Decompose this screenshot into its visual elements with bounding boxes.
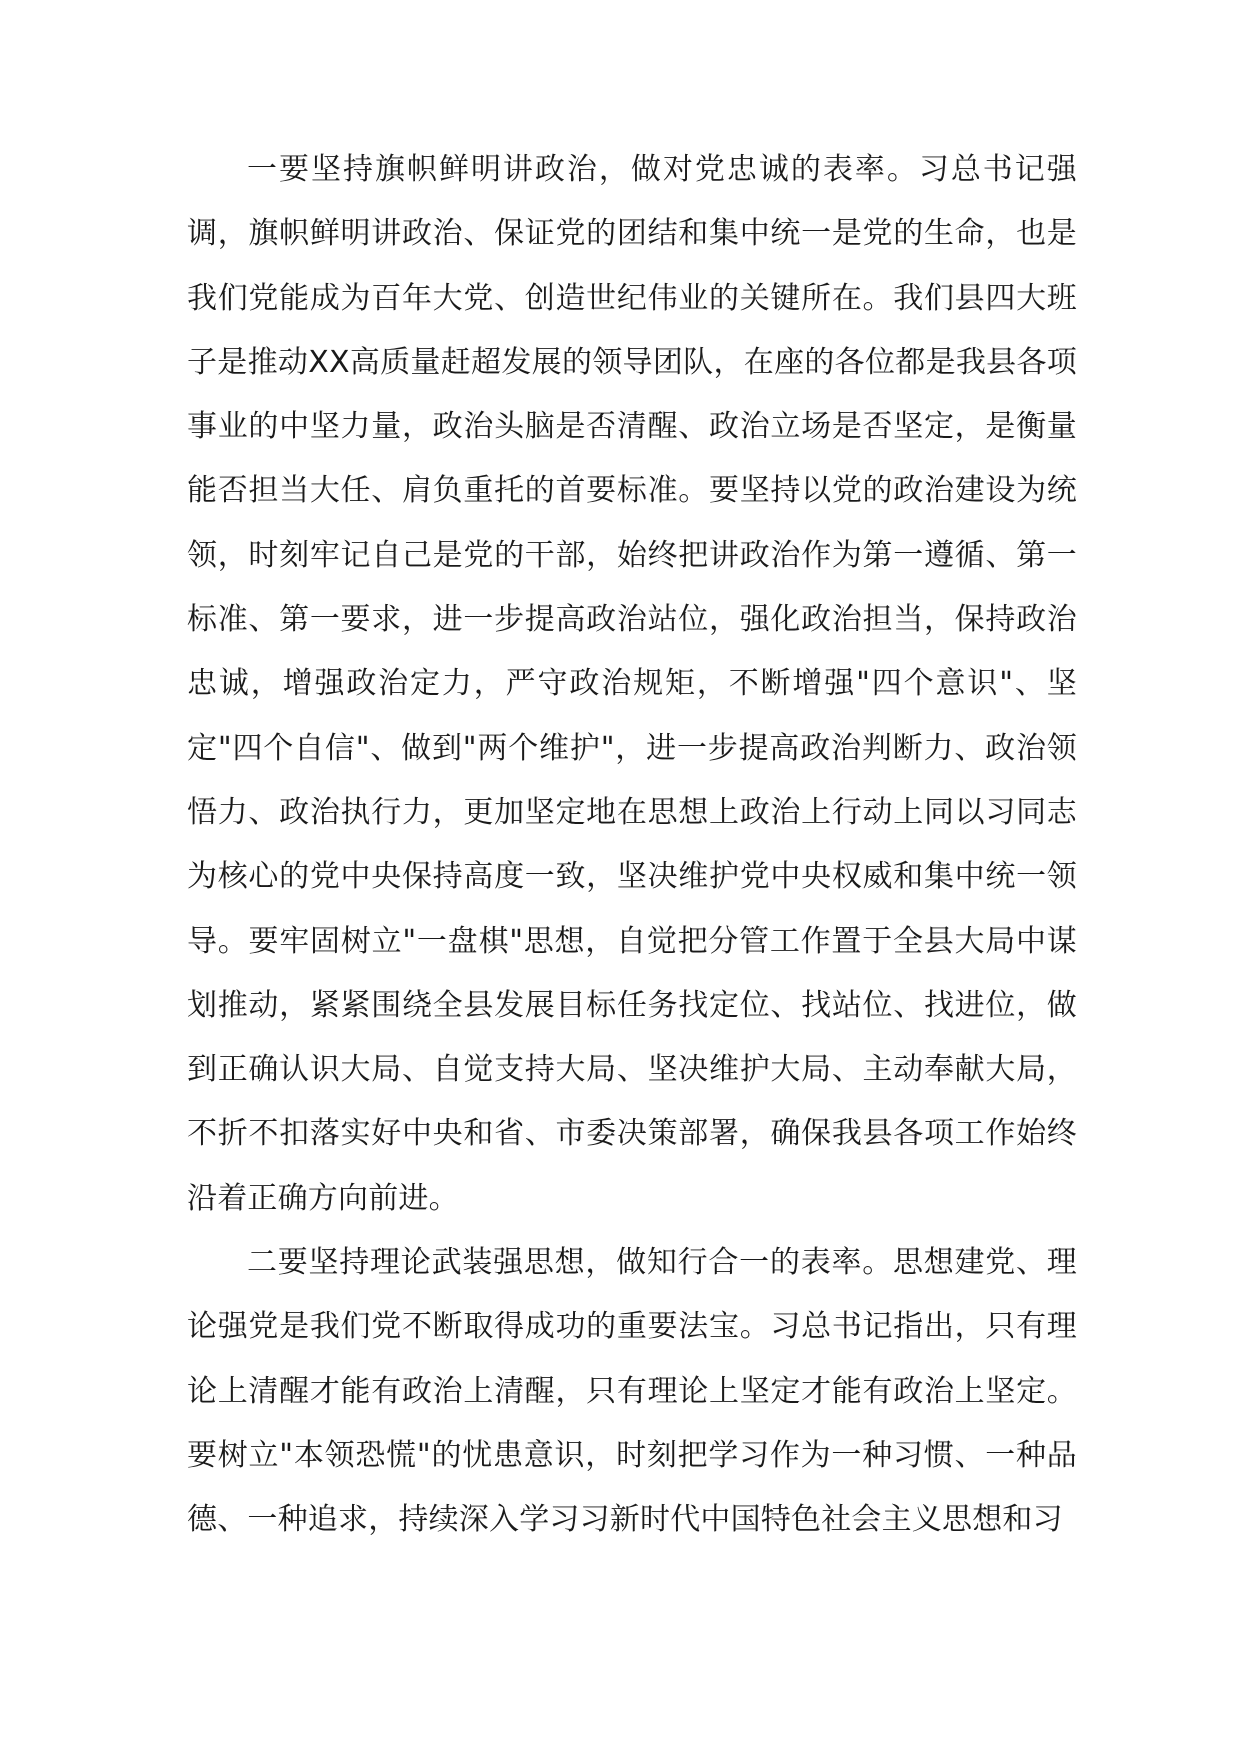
document-body [187,138,1077,1553]
paragraph-1: 一要坚持旗帜鲜明讲政治，做对党忠诚的表率。习总书记强调，旗帜鲜明讲政治、保证党的团结和集中统一是党的生命，也是我们党能成为百年大党、创造世纪伟业的关键所在。我们县四大班子是推动XX高质量赶超发展的领导团队，在座的各位都是我县各项事业的中坚力量，政治头脑是否清醒、政治立场是否坚定，是衡量能否担当大任、肩负重托的首要标准。要坚持以党的政治建设为统领，时刻牢记自己是党的干部，始终把讲政治作为第一遵循、第一标准、第一要求，进一步提高政治站位，强化政治担当，保持政治忠诚，增强政治定力，严守政治规矩，不断增强"四个意识"、坚定"四个自信"、做到"两个维护"，进一步提高政治判断力、政治领悟力、政治执行力，更加坚定地在思想上政治上行动上同以习同志为核心的党中央保持高度一致，坚决维护党中央权威和集中统一领导。要牢固树立"一盘棋"思想，自觉把分管工作置于全县大局中谋划推动，紧紧围绕全县发展目标任务找定位、找站位、找进位，做到正确认识大局、自觉支持大局、坚决维护大局、主动奉献大局，不折不扣落实好中央和省、市委决策部署，确保我县各项工作始终沿着正确方向前进。 [187,152,1077,1216]
paragraph-2: 二要坚持理论武装强思想，做知行合一的表率。思想建党、理论强党是我们党不断取得成功的重要法宝。习总书记指出，只有理论上清醒才能有政治上清醒，只有理论上坚定才能有政治上坚定。要树立"本领恐慌"的忧患意识，时刻把学习作为一种习惯、一种品德、一种追求，持续深入学习习新时代中国特色社会主义思想和习 [187,1245,1077,1538]
